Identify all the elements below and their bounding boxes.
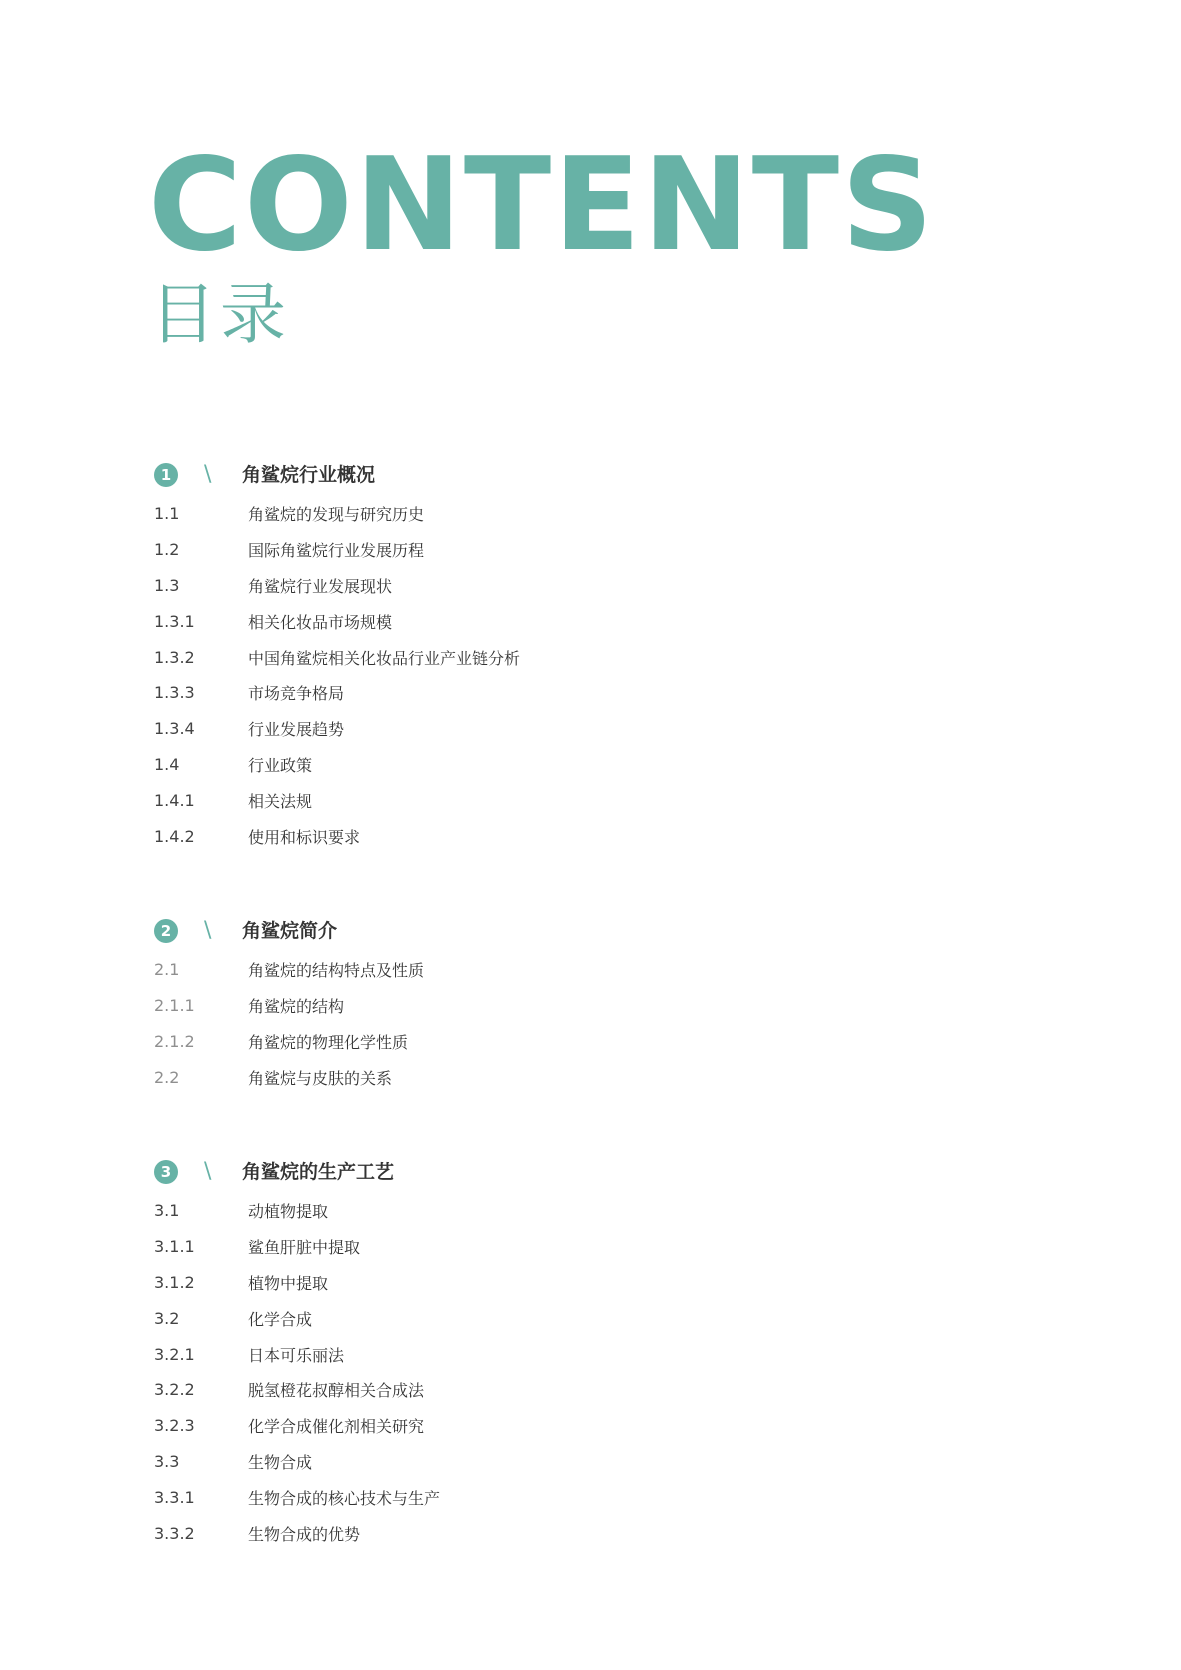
toc-item-number: 1.4.1 xyxy=(154,790,195,810)
toc-item-label: 动植物提取 xyxy=(248,1202,329,1222)
toc-item-number: 1.3.1 xyxy=(154,611,195,631)
section-number-badge: 3 xyxy=(154,1160,178,1184)
toc-item-number: 3.2.2 xyxy=(154,1380,195,1400)
toc-item-label: 角鲨烷的物理化学性质 xyxy=(248,1032,409,1052)
toc-item[interactable] xyxy=(154,1372,854,1408)
toc-item-number: 1.3.4 xyxy=(154,719,195,739)
toc-item[interactable] xyxy=(154,1193,854,1229)
toc-item-number: 2.1.1 xyxy=(154,996,195,1016)
toc-item[interactable] xyxy=(154,603,854,639)
toc-item-label: 脱氢橙花叔醇相关合成法 xyxy=(248,1381,425,1401)
separator-slash: \ xyxy=(204,462,212,487)
toc-item-number: 2.1.2 xyxy=(154,1031,195,1051)
toc-item[interactable] xyxy=(154,1300,854,1336)
toc-item[interactable] xyxy=(154,1059,854,1095)
toc-item-number: 3.2.1 xyxy=(154,1344,195,1364)
toc-item-list xyxy=(154,952,854,1095)
toc-item-number: 3.3.1 xyxy=(154,1487,195,1507)
toc-item[interactable] xyxy=(154,782,854,818)
toc-item[interactable] xyxy=(154,747,854,783)
section-title: 角鲨烷的生产工艺 xyxy=(242,1161,395,1183)
toc-item-label: 生物合成 xyxy=(248,1452,313,1472)
toc-item-label: 生物合成的优势 xyxy=(248,1524,361,1544)
toc-item-label: 市场竞争格局 xyxy=(248,684,345,704)
toc-item-number: 3.1.2 xyxy=(154,1272,195,1292)
toc-item[interactable] xyxy=(154,568,854,604)
toc-item-label: 行业政策 xyxy=(248,755,313,775)
toc-item-number: 1.4 xyxy=(154,754,180,774)
section-heading[interactable] xyxy=(154,462,854,488)
toc-item-number: 3.1 xyxy=(154,1201,180,1221)
toc-item[interactable] xyxy=(154,952,854,988)
toc-item-number: 3.2.3 xyxy=(154,1416,195,1436)
separator-slash: \ xyxy=(204,918,212,943)
section-title: 角鲨烷简介 xyxy=(242,920,338,942)
toc-section-2 xyxy=(154,918,854,1095)
toc-item-number: 1.1 xyxy=(154,504,180,524)
toc-item-number: 1.3 xyxy=(154,575,180,595)
toc-item-label: 角鲨烷的发现与研究历史 xyxy=(248,505,425,525)
toc-item-label: 植物中提取 xyxy=(248,1273,329,1293)
page-title-english: CONTENTS xyxy=(148,131,936,280)
toc-item-number: 1.3.2 xyxy=(154,647,195,667)
section-number-badge: 1 xyxy=(154,463,178,487)
page-title-chinese: 目录 xyxy=(150,276,290,353)
toc-item[interactable] xyxy=(154,1265,854,1301)
toc-item-number: 1.3.3 xyxy=(154,683,195,703)
toc-item[interactable] xyxy=(154,1444,854,1480)
toc-item-label: 角鲨烷的结构 xyxy=(248,997,345,1017)
toc-item-label: 角鲨烷与皮肤的关系 xyxy=(248,1068,393,1088)
toc-item-label: 国际角鲨烷行业发展历程 xyxy=(248,541,425,561)
section-heading[interactable] xyxy=(154,1159,854,1185)
toc-item[interactable] xyxy=(154,1408,854,1444)
toc-item-label: 化学合成 xyxy=(248,1309,313,1329)
toc-item-label: 角鲨烷的结构特点及性质 xyxy=(248,961,425,981)
toc-item-label: 日本可乐丽法 xyxy=(248,1345,345,1365)
section-title: 角鲨烷行业概况 xyxy=(242,464,376,486)
section-heading[interactable] xyxy=(154,918,854,944)
toc-item-list xyxy=(154,496,854,854)
separator-slash: \ xyxy=(204,1159,212,1184)
toc-item[interactable] xyxy=(154,496,854,532)
toc-item-number: 1.2 xyxy=(154,540,180,560)
toc-item-label: 使用和标识要求 xyxy=(248,827,361,847)
toc-item-label: 相关化妆品市场规模 xyxy=(248,612,393,632)
toc-item-label: 生物合成的核心技术与生产 xyxy=(248,1488,441,1508)
toc-item-number: 3.1.1 xyxy=(154,1237,195,1257)
toc-item[interactable] xyxy=(154,711,854,747)
toc-item-number: 3.2 xyxy=(154,1308,180,1328)
toc-item-list xyxy=(154,1193,854,1551)
toc-item-label: 角鲨烷行业发展现状 xyxy=(248,576,393,596)
toc-item[interactable] xyxy=(154,1229,854,1265)
toc-item-label: 行业发展趋势 xyxy=(248,720,345,740)
toc-item[interactable] xyxy=(154,1336,854,1372)
toc-item[interactable] xyxy=(154,532,854,568)
toc-item-label: 鲨鱼肝脏中提取 xyxy=(248,1238,361,1258)
toc-item-number: 3.3.2 xyxy=(154,1523,195,1543)
toc-item-label: 中国角鲨烷相关化妆品行业产业链分析 xyxy=(248,648,521,668)
toc-item-label: 相关法规 xyxy=(248,791,313,811)
toc-item[interactable] xyxy=(154,988,854,1024)
toc-section-1 xyxy=(154,462,854,854)
toc-item[interactable] xyxy=(154,1024,854,1060)
toc-item[interactable] xyxy=(154,1479,854,1515)
toc-item[interactable] xyxy=(154,1515,854,1551)
toc-item-number: 1.4.2 xyxy=(154,826,195,846)
toc-item[interactable] xyxy=(154,639,854,675)
toc-item-number: 2.1 xyxy=(154,960,180,980)
toc-item-number: 2.2 xyxy=(154,1067,180,1087)
toc-item[interactable] xyxy=(154,675,854,711)
toc-section-3 xyxy=(154,1159,854,1551)
toc-item[interactable] xyxy=(154,818,854,854)
toc-item-label: 化学合成催化剂相关研究 xyxy=(248,1417,425,1437)
section-number-badge: 2 xyxy=(154,919,178,943)
toc-item-number: 3.3 xyxy=(154,1451,180,1471)
